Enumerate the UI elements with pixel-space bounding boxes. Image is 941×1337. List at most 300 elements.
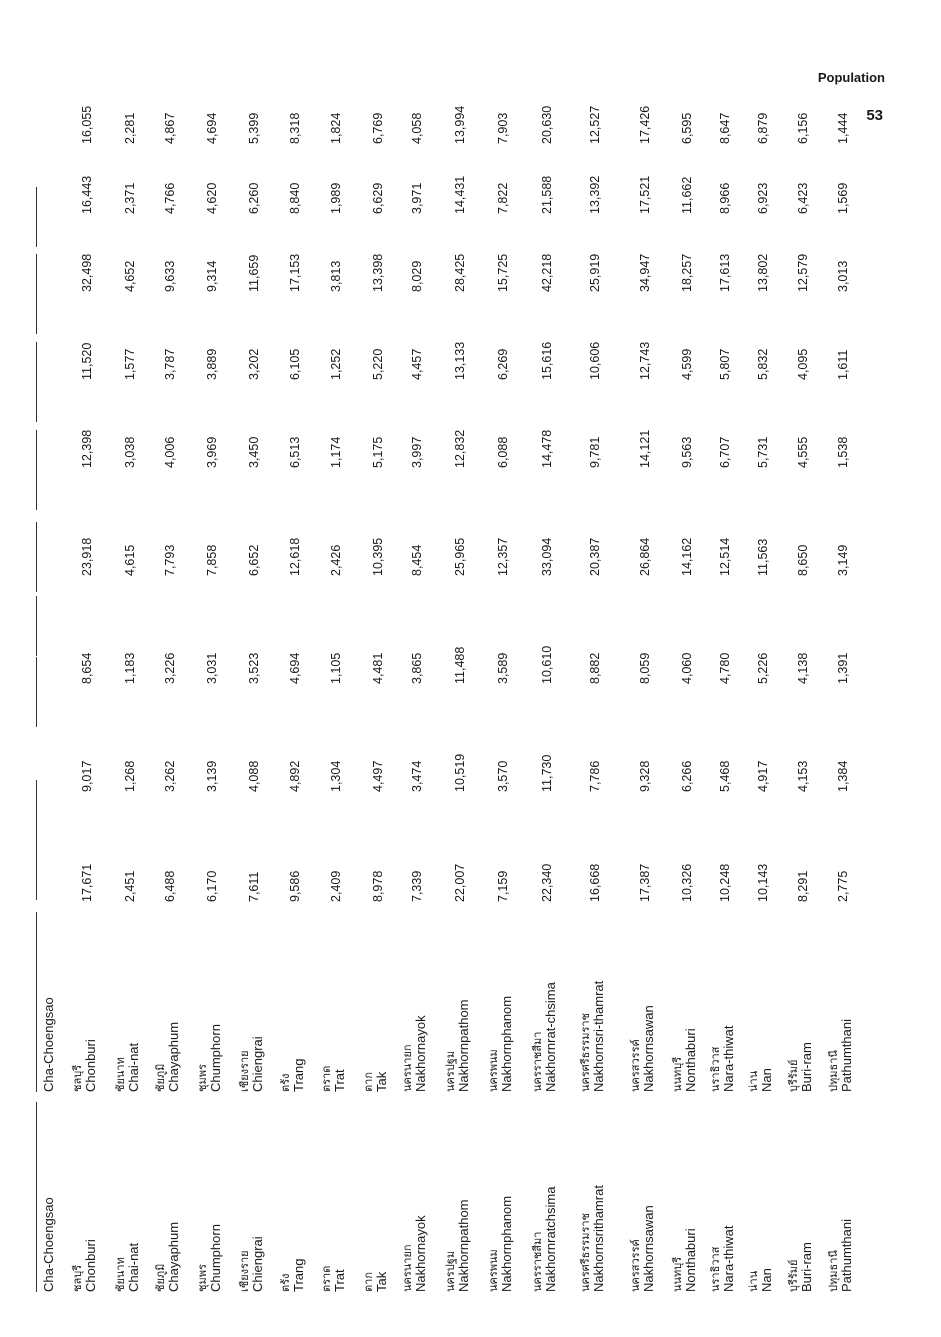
province-latin-name: Chonburi — [83, 1039, 98, 1092]
province-name — [488, 902, 513, 1092]
table-cell: 5,226 — [756, 652, 770, 684]
province-thai-name: ตราด — [320, 1265, 333, 1292]
table-cell: 4,766 — [163, 182, 177, 214]
table-cell: 14,431 — [453, 175, 467, 214]
table-cell: 12,618 — [288, 537, 302, 576]
table-cell: 10,606 — [588, 341, 602, 380]
province-name — [580, 902, 605, 1092]
table-cell: 5,399 — [247, 112, 261, 144]
table-cell: 5,832 — [756, 348, 770, 380]
province-thai-name: นนทบุรี — [671, 1056, 684, 1092]
table-cell: 4,652 — [123, 260, 137, 292]
header-rule — [36, 840, 37, 900]
table-cell: 1,391 — [836, 652, 850, 684]
table-cell: 16,055 — [80, 105, 94, 144]
province-thai-name: น่าน — [747, 1270, 760, 1292]
header-rule — [36, 596, 37, 656]
province-latin-name: Nakhornratchsima — [543, 1186, 558, 1292]
province-latin-name: Tak — [374, 1271, 389, 1292]
table-cell: 1,538 — [836, 436, 850, 468]
table-cell: 18,257 — [680, 253, 694, 292]
province-latin-name: Cha-Choengsao — [41, 997, 56, 1092]
table-cell: 3,570 — [496, 760, 510, 792]
province-latin-name: Nakhornayok — [413, 1015, 428, 1092]
province-latin-name: Nonthaburi — [683, 1028, 698, 1092]
table-cell: 11,730 — [540, 754, 554, 792]
header-rule — [36, 912, 37, 1092]
province-name — [710, 902, 735, 1092]
province-latin-name: Nakhornphanom — [499, 1195, 514, 1292]
province-thai-name: ปทุมธานี — [827, 1250, 840, 1292]
header-rule — [36, 342, 37, 422]
table-cell: 2,281 — [123, 112, 137, 144]
table-cell: 17,521 — [638, 175, 652, 214]
table-cell: 4,088 — [247, 760, 261, 792]
province-latin-name: Chonburi — [83, 1239, 98, 1292]
table-cell: 2,451 — [123, 870, 137, 902]
table-cell: 10,143 — [756, 863, 770, 902]
table-cell: 7,903 — [496, 112, 510, 144]
table-cell: 6,707 — [718, 436, 732, 468]
table-cell: 10,248 — [718, 863, 732, 902]
table-cell: 2,371 — [123, 182, 137, 214]
province-thai-name: นครสวรรค์ — [629, 1039, 642, 1092]
table-cell: 5,175 — [371, 436, 385, 468]
province-latin-name: Chiengrai — [250, 1236, 265, 1292]
province-latin-name: Trat — [332, 1069, 347, 1092]
table-cell: 4,555 — [796, 436, 810, 468]
province-latin-name: Nakhornayok — [413, 1215, 428, 1292]
province-name — [828, 902, 853, 1092]
table-cell: 9,781 — [588, 436, 602, 468]
table-cell: 4,599 — [680, 348, 694, 380]
table-cell: 1,174 — [329, 436, 343, 468]
table-cell: 5,807 — [718, 348, 732, 380]
page-header-title: Population — [817, 70, 885, 85]
table-cell: 13,994 — [453, 105, 467, 144]
province-latin-name: Chiengrai — [250, 1036, 265, 1092]
table-cell: 4,060 — [680, 652, 694, 684]
table-cell: 7,858 — [205, 544, 219, 576]
table-cell: 3,262 — [163, 760, 177, 792]
table-cell: 6,156 — [796, 112, 810, 144]
province-name — [672, 1102, 697, 1292]
province-name — [197, 1102, 222, 1292]
province-latin-name: Nakhornpathom — [456, 999, 471, 1092]
province-thai-name: นครพนม — [487, 1049, 500, 1092]
table-cell: 6,769 — [371, 112, 385, 144]
table-cell: 8,647 — [718, 112, 732, 144]
province-latin-name: Nakhornsawan — [641, 1005, 656, 1092]
table-cell: 1,183 — [123, 652, 137, 684]
table-cell: 1,577 — [123, 348, 137, 380]
table-cell: 17,671 — [80, 863, 94, 902]
table-cell: 6,923 — [756, 182, 770, 214]
table-cell: 1,569 — [836, 182, 850, 214]
province-name — [710, 1102, 735, 1292]
province-thai-name: นราธิวาส — [709, 1246, 722, 1292]
population-table — [41, 105, 862, 1292]
province-thai-name: เชียงราย — [238, 1250, 251, 1292]
province-thai-name: ชัยภูมิ — [154, 1263, 167, 1292]
province-name — [363, 1102, 388, 1292]
table-cell: 8,654 — [80, 652, 94, 684]
header-rule — [36, 522, 37, 592]
province-thai-name: ชุมพร — [196, 1264, 209, 1292]
table-cell: 8,966 — [718, 182, 732, 214]
table-cell: 11,659 — [247, 254, 261, 292]
province-latin-name: Nakhornphanom — [499, 995, 514, 1092]
table-cell: 8,882 — [588, 652, 602, 684]
table-cell: 8,291 — [796, 870, 810, 902]
table-cell: 1,252 — [329, 348, 343, 380]
table-cell: 4,615 — [123, 544, 137, 576]
province-thai-name: นครพนม — [487, 1249, 500, 1292]
table-cell: 6,170 — [205, 870, 219, 902]
table-cell: 26,864 — [638, 537, 652, 576]
table-cell: 3,523 — [247, 652, 261, 684]
table-cell: 8,978 — [371, 870, 385, 902]
province-thai-name: ตรัง — [279, 1073, 292, 1092]
table-cell: 6,269 — [496, 348, 510, 380]
province-name — [155, 1102, 180, 1292]
province-name — [197, 902, 222, 1092]
province-thai-name: นราธิวาส — [709, 1046, 722, 1092]
table-cell: 7,822 — [496, 182, 510, 214]
province-name — [532, 902, 557, 1092]
table-cell: 6,488 — [163, 870, 177, 902]
province-latin-name: Nonthaburi — [683, 1228, 698, 1292]
table-cell: 17,613 — [718, 253, 732, 292]
table-cell: 9,314 — [205, 260, 219, 292]
province-name — [828, 1102, 853, 1292]
province-latin-name: Chayaphum — [166, 1221, 181, 1292]
province-name — [72, 1102, 97, 1292]
header-rule — [36, 430, 37, 510]
province-thai-name: บุรีรัมย์ — [787, 1059, 800, 1092]
province-name — [532, 1102, 557, 1292]
province-thai-name: ตรัง — [279, 1273, 292, 1292]
table-cell: 4,058 — [410, 112, 424, 144]
province-name — [239, 902, 264, 1092]
province-latin-name: Nara-thiwat — [721, 1025, 736, 1092]
province-latin-name: Tak — [374, 1071, 389, 1092]
table-cell: 15,725 — [496, 253, 510, 292]
header-rule — [36, 780, 37, 840]
province-name — [42, 902, 55, 1092]
table-cell: 10,519 — [453, 753, 467, 792]
table-cell: 12,398 — [80, 429, 94, 468]
table-cell: 8,650 — [796, 544, 810, 576]
table-cell: 4,780 — [718, 652, 732, 684]
table-cell: 6,629 — [371, 182, 385, 214]
table-cell: 4,006 — [163, 436, 177, 468]
table-cell: 5,731 — [756, 436, 770, 468]
province-name — [72, 902, 97, 1092]
table-cell: 9,017 — [80, 760, 94, 792]
table-cell: 8,318 — [288, 112, 302, 144]
table-cell: 7,786 — [588, 760, 602, 792]
province-latin-name: Trang — [291, 1258, 306, 1292]
province-thai-name: นครนายก — [401, 1244, 414, 1292]
table-cell: 3,149 — [836, 544, 850, 576]
table-cell: 1,611 — [836, 349, 850, 380]
table-cell: 12,832 — [453, 429, 467, 468]
table-cell: 1,304 — [329, 760, 343, 792]
province-name — [580, 1102, 605, 1292]
table-cell: 6,105 — [288, 348, 302, 380]
table-cell: 12,579 — [796, 253, 810, 292]
table-cell: 2,775 — [836, 870, 850, 902]
table-cell: 17,387 — [638, 863, 652, 902]
province-thai-name: ตาก — [362, 1072, 375, 1092]
table-cell: 4,138 — [796, 652, 810, 684]
province-latin-name: Nakhornsri-thamrat — [591, 980, 606, 1092]
province-name — [155, 902, 180, 1092]
table-cell: 9,633 — [163, 260, 177, 292]
table-cell: 33,094 — [540, 537, 554, 576]
table-cell: 3,865 — [410, 652, 424, 684]
province-name — [748, 902, 773, 1092]
province-thai-name: ชลบุรี — [71, 1064, 84, 1092]
province-latin-name: Nakhornsawan — [641, 1205, 656, 1292]
province-name — [115, 1102, 140, 1292]
table-cell: 42,218 — [540, 253, 554, 292]
table-cell: 4,481 — [371, 652, 385, 684]
province-name — [488, 1102, 513, 1292]
province-latin-name: Nara-thiwat — [721, 1225, 736, 1292]
header-rule — [36, 254, 37, 334]
province-name — [239, 1102, 264, 1292]
province-thai-name: บุรีรัมย์ — [787, 1259, 800, 1292]
table-cell: 6,652 — [247, 544, 261, 576]
province-latin-name: Buri-ram — [799, 1042, 814, 1092]
table-cell: 4,095 — [796, 348, 810, 380]
table-cell: 2,426 — [329, 544, 343, 576]
table-cell: 11,488 — [453, 646, 467, 684]
table-cell: 1,384 — [836, 760, 850, 792]
table-cell: 3,997 — [410, 436, 424, 468]
table-cell: 1,444 — [836, 112, 850, 144]
table-cell: 7,339 — [410, 870, 424, 902]
table-cell: 3,031 — [205, 652, 219, 684]
province-thai-name: นครราชสีมา — [531, 1031, 544, 1092]
table-cell: 16,443 — [80, 175, 94, 214]
table-cell: 22,007 — [453, 863, 467, 902]
province-latin-name: Nakhornpathom — [456, 1199, 471, 1292]
table-cell: 17,153 — [288, 253, 302, 292]
province-latin-name: Chai-nat — [126, 1042, 141, 1092]
table-cell: 3,139 — [205, 760, 219, 792]
table-cell: 11,662 — [680, 176, 694, 214]
table-cell: 1,989 — [329, 182, 343, 214]
province-latin-name: Pathumthani — [839, 1219, 854, 1292]
table-cell: 6,266 — [680, 760, 694, 792]
table-cell: 4,457 — [410, 348, 424, 380]
table-cell: 20,387 — [588, 537, 602, 576]
table-cell: 14,478 — [540, 429, 554, 468]
province-thai-name: ตราด — [320, 1065, 333, 1092]
table-cell: 34,947 — [638, 253, 652, 292]
province-name — [402, 1102, 427, 1292]
province-latin-name: Nakhornsrithamrat — [591, 1185, 606, 1292]
table-cell: 4,694 — [288, 652, 302, 684]
header-rule — [36, 657, 37, 727]
table-cell: 8,059 — [638, 652, 652, 684]
table-cell: 3,971 — [410, 182, 424, 214]
table-cell: 15,616 — [540, 341, 554, 380]
table-cell: 23,918 — [80, 537, 94, 576]
province-thai-name: ชัยภูมิ — [154, 1063, 167, 1092]
table-cell: 4,694 — [205, 112, 219, 144]
table-cell: 20,630 — [540, 105, 554, 144]
table-cell: 7,793 — [163, 544, 177, 576]
table-cell: 21,588 — [540, 175, 554, 214]
table-cell: 8,454 — [410, 544, 424, 576]
province-name — [445, 902, 470, 1092]
table-cell: 12,527 — [588, 105, 602, 144]
table-cell: 10,610 — [540, 645, 554, 684]
table-cell: 4,867 — [163, 112, 177, 144]
province-thai-name: เชียงราย — [238, 1050, 251, 1092]
table-cell: 3,889 — [205, 348, 219, 380]
province-thai-name: ชลบุรี — [71, 1264, 84, 1292]
table-cell: 8,029 — [410, 260, 424, 292]
province-latin-name: Trat — [332, 1269, 347, 1292]
province-name — [630, 902, 655, 1092]
table-cell: 8,840 — [288, 182, 302, 214]
province-latin-name: Chai-nat — [126, 1242, 141, 1292]
province-name — [280, 1102, 305, 1292]
table-cell: 11,520 — [80, 342, 94, 380]
province-thai-name: นนทบุรี — [671, 1256, 684, 1292]
table-cell: 3,474 — [410, 760, 424, 792]
province-thai-name: ชุมพร — [196, 1064, 209, 1092]
table-cell: 4,892 — [288, 760, 302, 792]
province-name — [321, 1102, 346, 1292]
province-latin-name: Trang — [291, 1058, 306, 1092]
table-cell: 3,813 — [329, 260, 343, 292]
table-cell: 10,326 — [680, 863, 694, 902]
province-thai-name: นครปฐม — [444, 1050, 457, 1092]
province-thai-name: นครราชสีมา — [531, 1231, 544, 1292]
table-cell: 4,620 — [205, 182, 219, 214]
province-latin-name: Cha-Choengsao — [41, 1197, 56, 1292]
province-name — [788, 1102, 813, 1292]
province-latin-name: Chumphorn — [208, 1024, 223, 1092]
province-thai-name: น่าน — [747, 1070, 760, 1092]
table-cell: 9,586 — [288, 870, 302, 902]
table-cell: 1,105 — [329, 652, 343, 684]
province-thai-name: ชัยนาท — [114, 1257, 127, 1292]
table-cell: 10,395 — [371, 537, 385, 576]
table-cell: 9,563 — [680, 436, 694, 468]
table-cell: 6,088 — [496, 436, 510, 468]
province-name — [321, 902, 346, 1092]
province-latin-name: Nan — [759, 1068, 774, 1092]
table-cell: 4,497 — [371, 760, 385, 792]
province-latin-name: Nakhornrat-chsima — [543, 982, 558, 1092]
table-cell: 6,595 — [680, 112, 694, 144]
table-cell: 13,802 — [756, 253, 770, 292]
table-cell: 13,392 — [588, 175, 602, 214]
table-cell: 3,038 — [123, 436, 137, 468]
table-cell: 11,563 — [756, 538, 770, 576]
table-cell: 1,824 — [329, 112, 343, 144]
table-cell: 6,513 — [288, 436, 302, 468]
table-cell: 14,121 — [638, 429, 652, 468]
province-name — [363, 902, 388, 1092]
province-name — [445, 1102, 470, 1292]
table-cell: 22,340 — [540, 863, 554, 902]
province-name — [672, 902, 697, 1092]
province-name — [280, 902, 305, 1092]
table-cell: 3,589 — [496, 652, 510, 684]
table-cell: 3,226 — [163, 652, 177, 684]
table-cell: 17,426 — [638, 105, 652, 144]
province-latin-name: Chumphorn — [208, 1224, 223, 1292]
province-thai-name: นครสวรรค์ — [629, 1239, 642, 1292]
province-latin-name: Buri-ram — [799, 1242, 814, 1292]
province-thai-name: นครปฐม — [444, 1250, 457, 1292]
table-cell: 1,268 — [123, 760, 137, 792]
table-cell: 4,917 — [756, 760, 770, 792]
table-cell: 14,162 — [680, 537, 694, 576]
table-cell: 3,013 — [836, 260, 850, 292]
province-thai-name: ตาก — [362, 1272, 375, 1292]
table-cell: 6,260 — [247, 182, 261, 214]
table-cell: 25,965 — [453, 537, 467, 576]
province-latin-name: Pathumthani — [839, 1019, 854, 1092]
province-latin-name: Chayaphum — [166, 1021, 181, 1092]
table-cell: 28,425 — [453, 253, 467, 292]
table-cell: 12,514 — [718, 537, 732, 576]
table-cell: 3,202 — [247, 348, 261, 380]
province-thai-name: ชัยนาท — [114, 1057, 127, 1092]
table-cell: 25,919 — [588, 253, 602, 292]
table-cell: 12,743 — [638, 341, 652, 380]
header-rule — [36, 187, 37, 247]
table-cell: 13,133 — [453, 341, 467, 380]
header-rule — [36, 1102, 37, 1292]
province-name — [788, 902, 813, 1092]
province-thai-name: นครศรีธรรมราช — [579, 1012, 592, 1092]
page-number: 53 — [866, 107, 883, 124]
table-cell: 32,498 — [80, 253, 94, 292]
table-cell: 7,611 — [247, 871, 261, 902]
table-cell: 3,450 — [247, 436, 261, 468]
table-cell: 12,357 — [496, 537, 510, 576]
province-name — [630, 1102, 655, 1292]
table-cell: 5,220 — [371, 348, 385, 380]
table-cell: 16,668 — [588, 863, 602, 902]
table-cell: 4,153 — [796, 760, 810, 792]
table-cell: 9,328 — [638, 760, 652, 792]
table-cell: 2,409 — [329, 870, 343, 902]
table-cell: 3,969 — [205, 436, 219, 468]
province-thai-name: นครนายก — [401, 1044, 414, 1092]
province-name — [402, 902, 427, 1092]
table-cell: 6,879 — [756, 112, 770, 144]
province-thai-name: นครศรีธรรมราช — [579, 1212, 592, 1292]
table-cell: 5,468 — [718, 760, 732, 792]
province-name — [748, 1102, 773, 1292]
table-cell: 13,398 — [371, 253, 385, 292]
table-cell: 7,159 — [496, 870, 510, 902]
province-latin-name: Nan — [759, 1268, 774, 1292]
province-name — [115, 902, 140, 1092]
table-cell: 6,423 — [796, 182, 810, 214]
